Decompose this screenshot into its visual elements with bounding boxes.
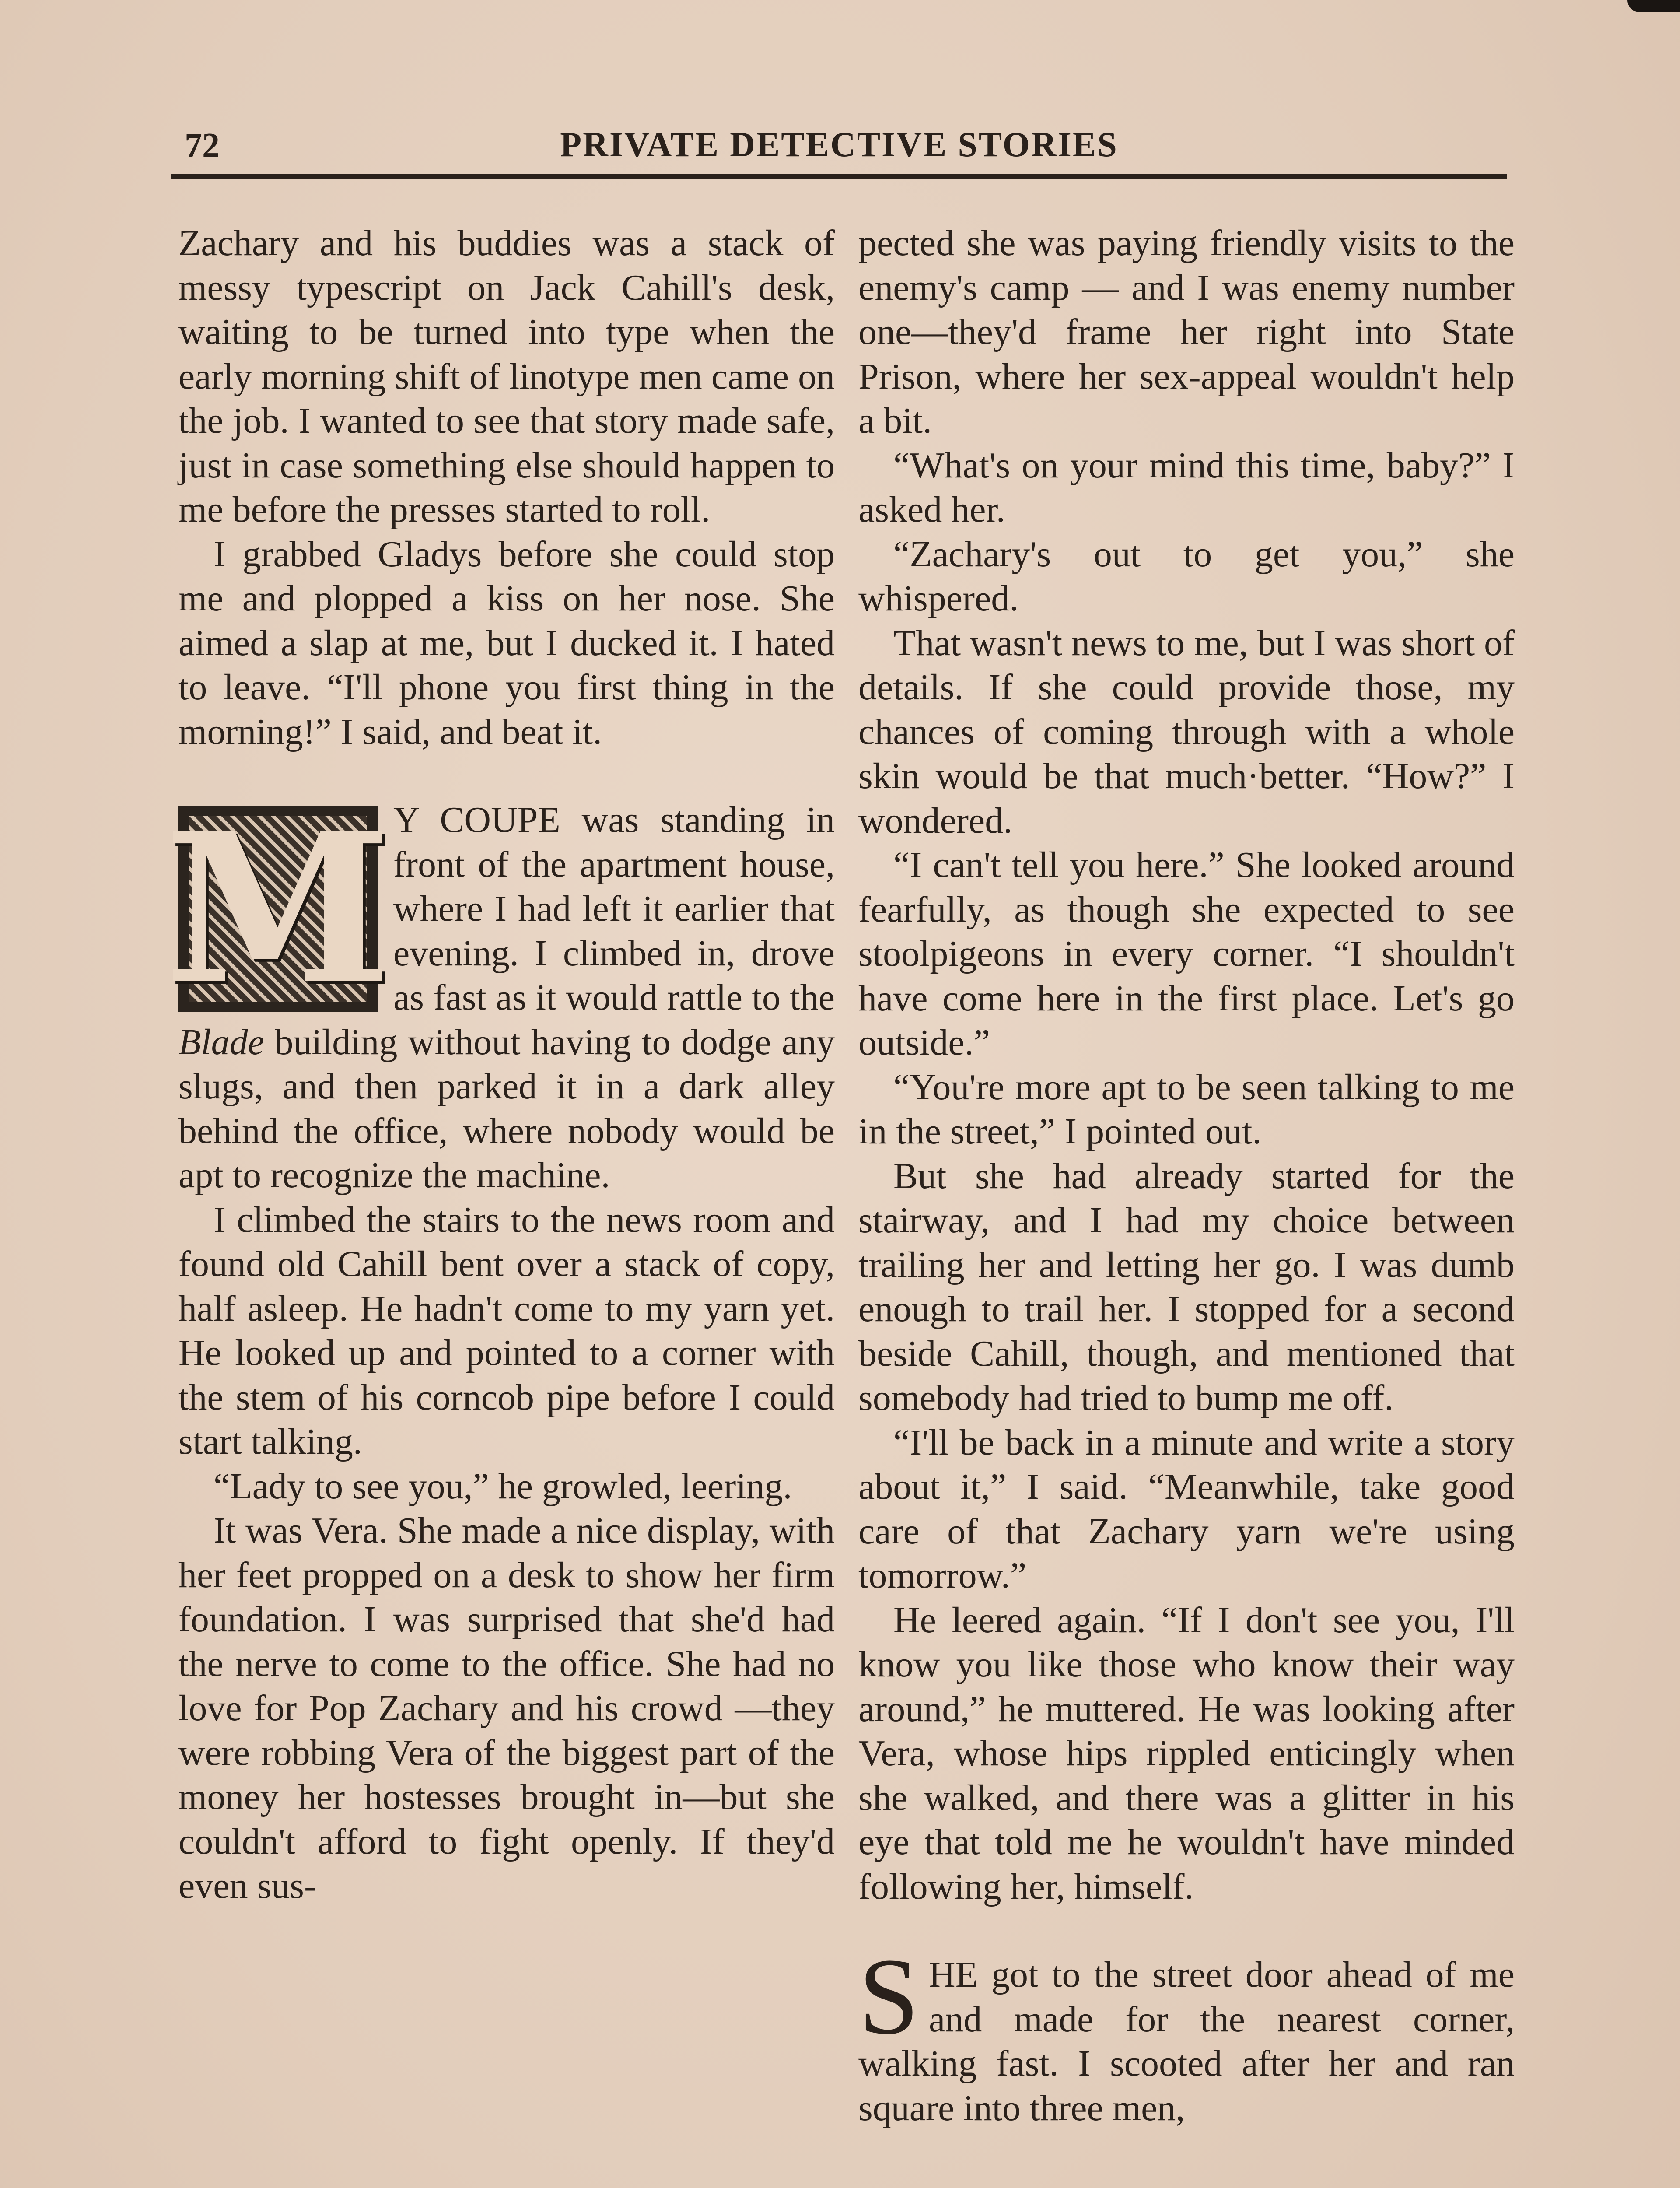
paragraph-text: HE got to the street door ahead of me and made for the nearest corner, walking fast. I scooted after her and ran square into three men, [858,1954,1515,2128]
paragraph: “What's on your mind this time, baby?” I asked her. [858,445,1515,530]
paragraph-cap-s [858,1936,1515,2130]
header-rule [172,174,1507,179]
newspaper-name: Blade [178,1021,264,1062]
paragraph: “I'll be back in a minute and write a story about it,” I said. “Meanwhile, take good care of that Zachary yarn we're using tomorrow.” [858,1422,1515,1596]
paragraph: I climbed the stairs to the news room and found old Cahill bent over a stack of copy, half asleep. He hadn't come to my yarn yet. He looked up and pointed to a corner with the stem of his corncob pipe before I could start talking. [178,1199,835,1462]
page-header [172,117,1507,170]
page-number: 72 [185,126,220,165]
paragraph: “Lady to see you,” he growled, leering. [214,1466,792,1507]
paragraph: That wasn't news to me, but I was short of details. If she could provide those, my chances of coming through with a whole skin would be that much·better. “How?” I wondered. [858,622,1515,841]
paragraph: “You're more apt to be seen talking to me in the street,” I pointed out. [858,1066,1515,1152]
left-column [164,221,835,1908]
corner-mark [1628,0,1680,12]
drop-cap-letter: M [164,788,392,1030]
paragraph-drop-cap [164,788,835,1198]
paragraph: I grabbed Gladys before she could stop me and plopped a kiss on her nose. She aimed a slap at me, but I ducked it. I hated to leave. “I'll phone you first thing in the morning!” I said, and beat it. [178,533,835,752]
running-title: PRIVATE DETECTIVE STORIES [560,126,1118,164]
paragraph: pected she was paying friendly visits to the enemy's camp — and I was enemy number one—they'd frame her right into State Prison, where her sex-appeal wouldn't help a bit. [858,223,1515,441]
paragraph: Zachary and his buddies was a stack of messy typescript on Jack Cahill's desk, waiting to be turned into type when the early morning shift of linotype men came on the job. I wanted to see that story made safe, just in case something else should happen to me before the presses started to roll. [178,223,835,530]
drop-cap-ornament [164,788,392,1030]
initial-letter: S [858,1936,920,2057]
paragraph: “Zachary's out to get you,” she whispered. [858,533,1515,619]
paragraph: “I can't tell you here.” She looked around fearfully, as though she expected to see stoolpigeons in every corner. “I shouldn't have come here in the first place. Let's go outside.” [858,845,1515,1063]
paragraph-lead: Y COUPE was standing in front of the apartment house, where I had left it earlier that evening. I climbed in, drove as fast as it would rattle to the [393,799,835,1018]
paragraph: But she had already started for the stairway, and I had my choice between trailing her and letting her go. I was dumb enough to trail her. I stopped for a second beside Cahill, though, and mentioned that somebody had tried to bump me off. [858,1155,1515,1418]
paragraph-rest: building without having to dodge any slugs, and then parked it in a dark alley behind the office, where nobody would be apt to recognize the machine. [178,1021,835,1196]
right-column [858,221,1515,2130]
paragraph: It was Vera. She made a nice display, with her feet propped on a desk to show her firm foundation. I was surprised that she'd had the nerve to come to the office. She had no love for Pop Zachary and his crowd —they were robbing Vera of the biggest part of the money her hostesses brought in—but she couldn't afford to fight openly. If they'd even sus- [178,1510,835,1906]
drop-cap-pattern [164,788,392,1030]
paragraph: He leered again. “If I don't see you, I'll know you like those who know their way around,” he muttered. He was looking after Vera, whose hips rippled enticingly when she walked, and there was a glitter in his eye that told me he wouldn't have minded following her, himself. [858,1599,1515,1907]
